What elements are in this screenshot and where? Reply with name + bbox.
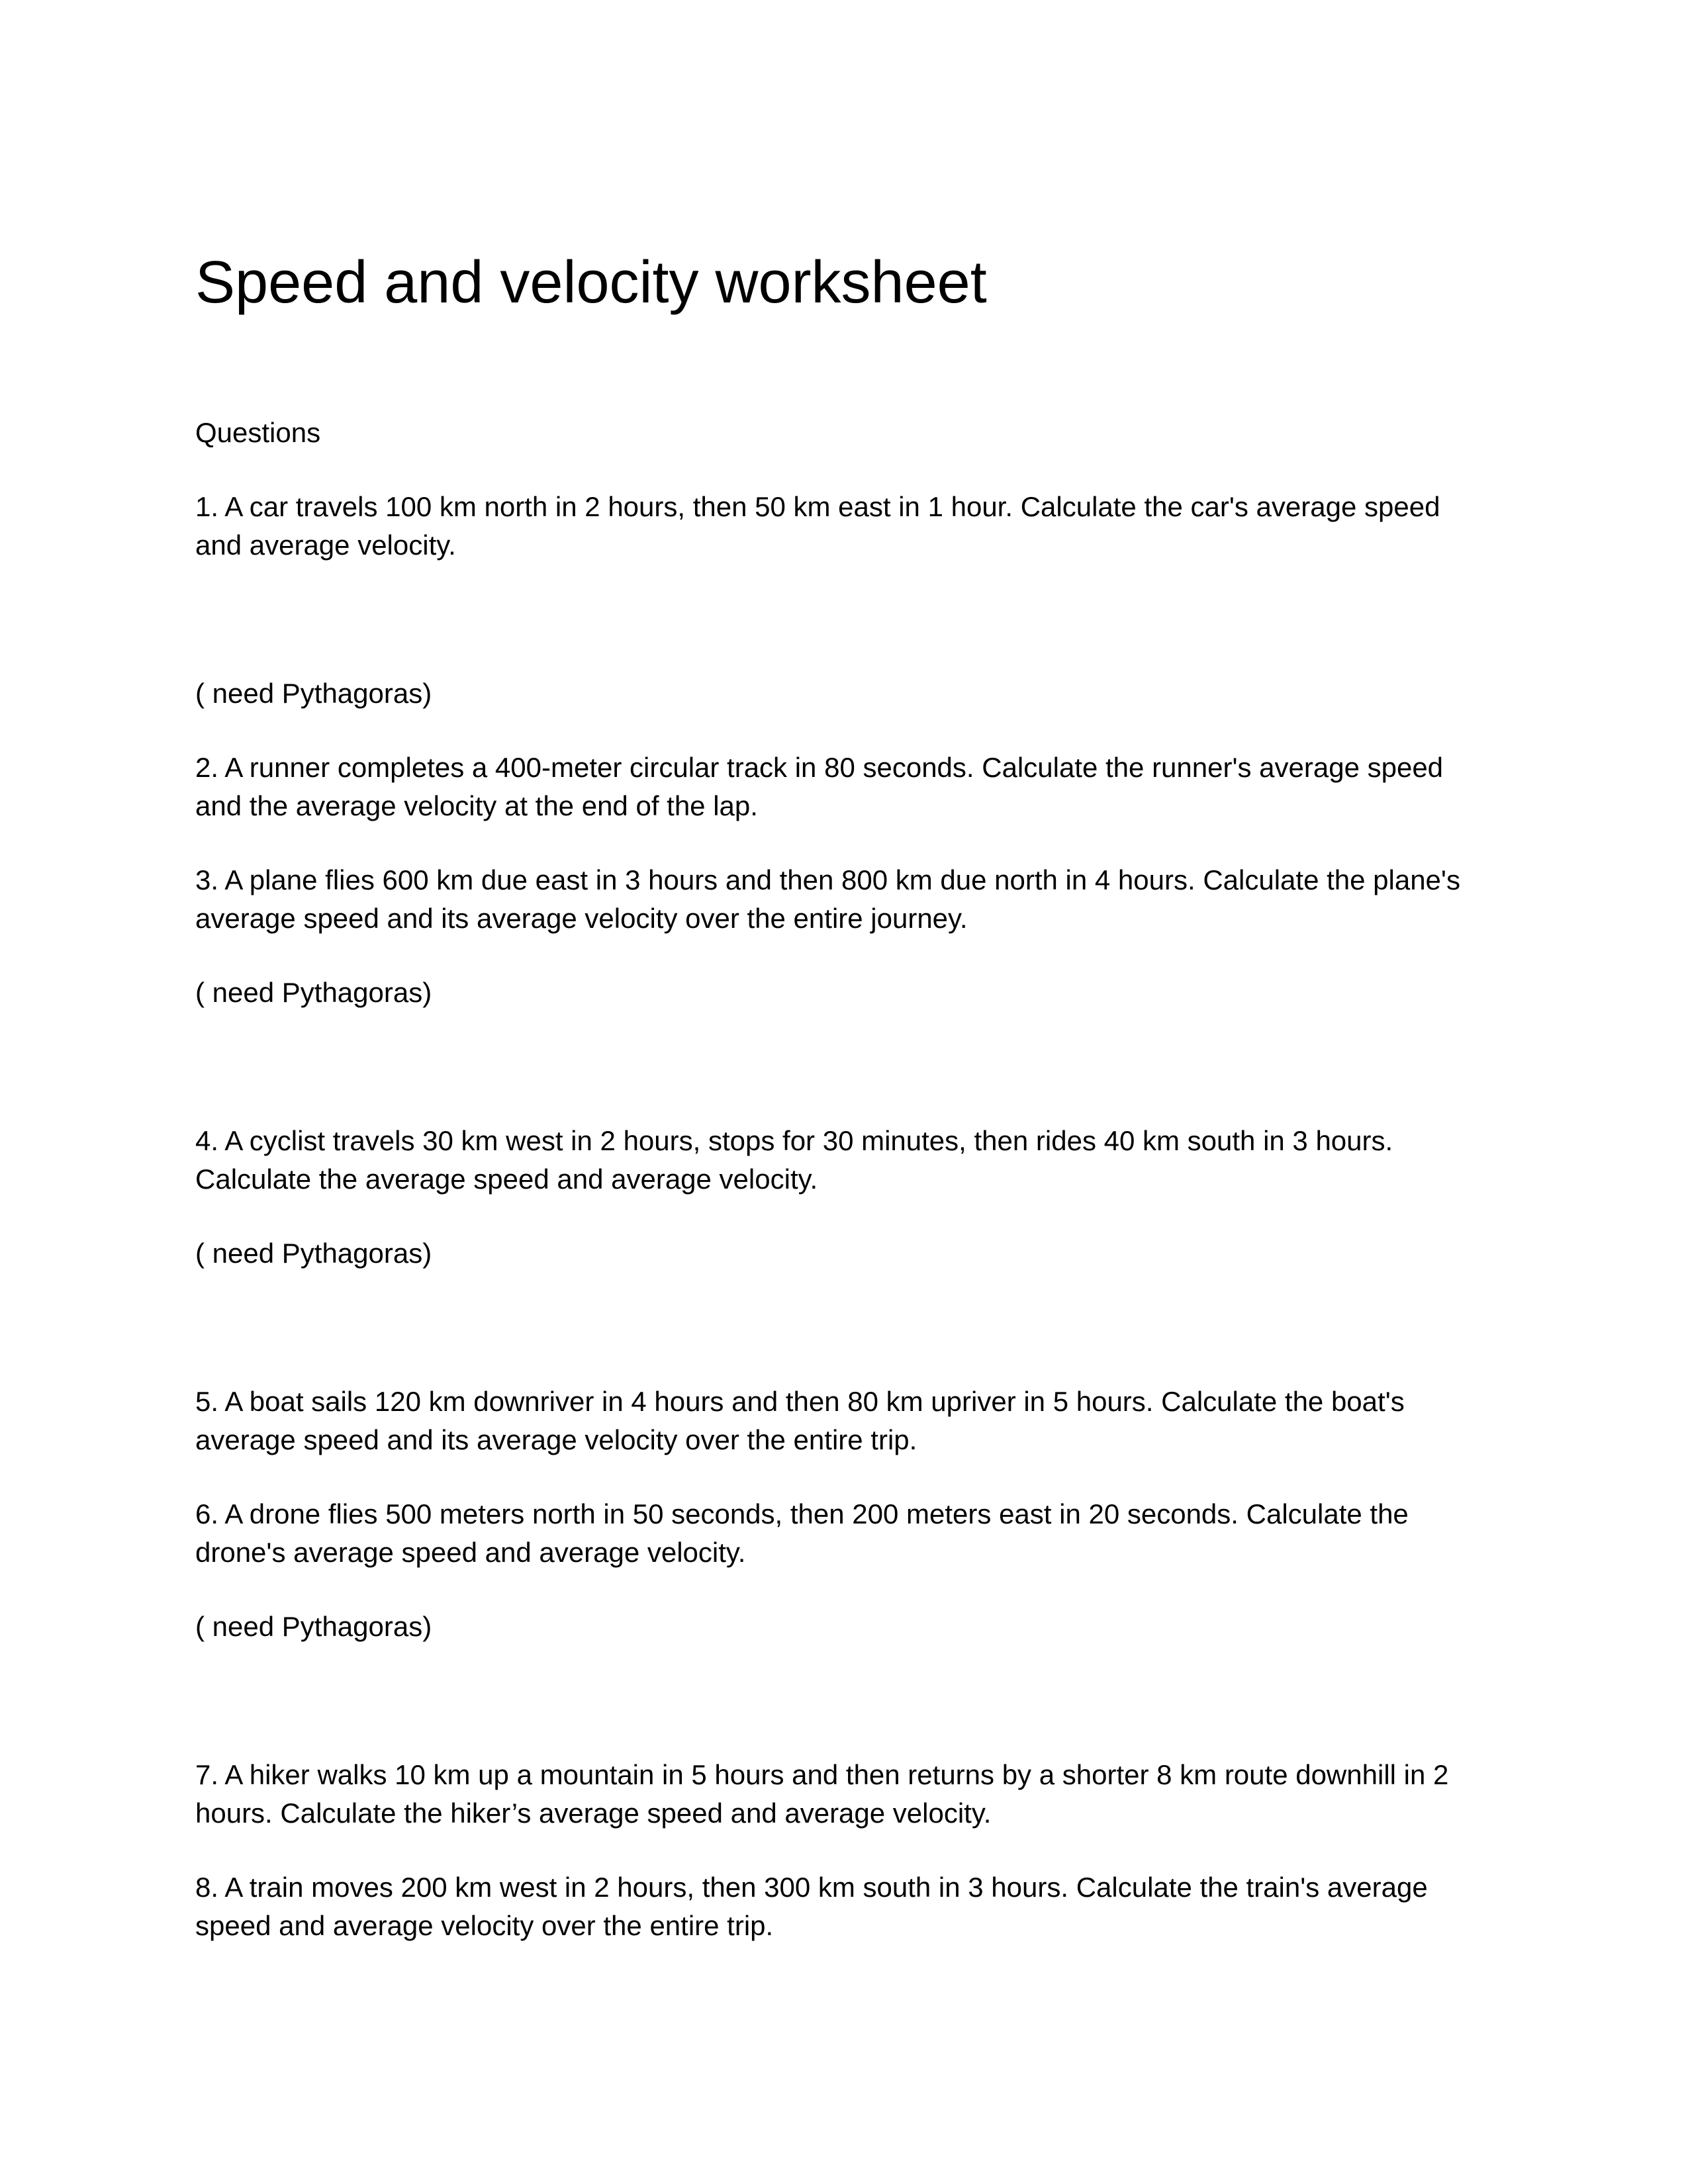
pythagoras-note-2: ( need Pythagoras) [195, 977, 432, 1008]
pythagoras-note-3: ( need Pythagoras) [195, 1238, 432, 1269]
pythagoras-note-1: ( need Pythagoras) [195, 678, 432, 709]
blank-line [195, 1048, 1493, 1086]
blank-line [195, 600, 1493, 639]
question-6: 6. A drone flies 500 meters north in 50 seconds, then 200 meters east in 20 seconds. Calculate the drone's average speed and average velocity. [195, 1498, 1409, 1568]
question-3: 3. A plane flies 600 km due east in 3 hours and then 800 km due north in 4 hours. Calculate the plane's average speed and its average velocity over the entire journey. [195, 864, 1460, 934]
section-heading: Questions [195, 417, 321, 448]
page-title: Speed and velocity worksheet [195, 250, 987, 316]
blank-line [195, 1682, 1493, 1720]
question-4: 4. A cyclist travels 30 km west in 2 hours, stops for 30 minutes, then rides 40 km south in 3 hours. Calculate the average speed and average velocity. [195, 1125, 1393, 1195]
question-8: 8. A train moves 200 km west in 2 hours, then 300 km south in 3 hours. Calculate the train's average speed and average velocity over the entire trip. [195, 1872, 1428, 1941]
question-5: 5. A boat sails 120 km downriver in 4 hours and then 80 km upriver in 5 hours. Calculate the boat's average speed and its average velocity over the entire trip. [195, 1386, 1405, 1455]
question-1: 1. A car travels 100 km north in 2 hours, then 50 km east in 1 hour. Calculate the car's average speed and average velocity. [195, 491, 1440, 561]
blank-line [195, 1308, 1493, 1347]
question-7: 7. A hiker walks 10 km up a mountain in 5 hours and then returns by a shorter 8 km route downhill in 2 hours. Calculate the hiker’s average speed and average velocity. [195, 1759, 1449, 1829]
pythagoras-note-4: ( need Pythagoras) [195, 1611, 432, 1642]
question-2: 2. A runner completes a 400-meter circular track in 80 seconds. Calculate the runner's average speed and the average velocity at the end of the lap. [195, 752, 1444, 821]
